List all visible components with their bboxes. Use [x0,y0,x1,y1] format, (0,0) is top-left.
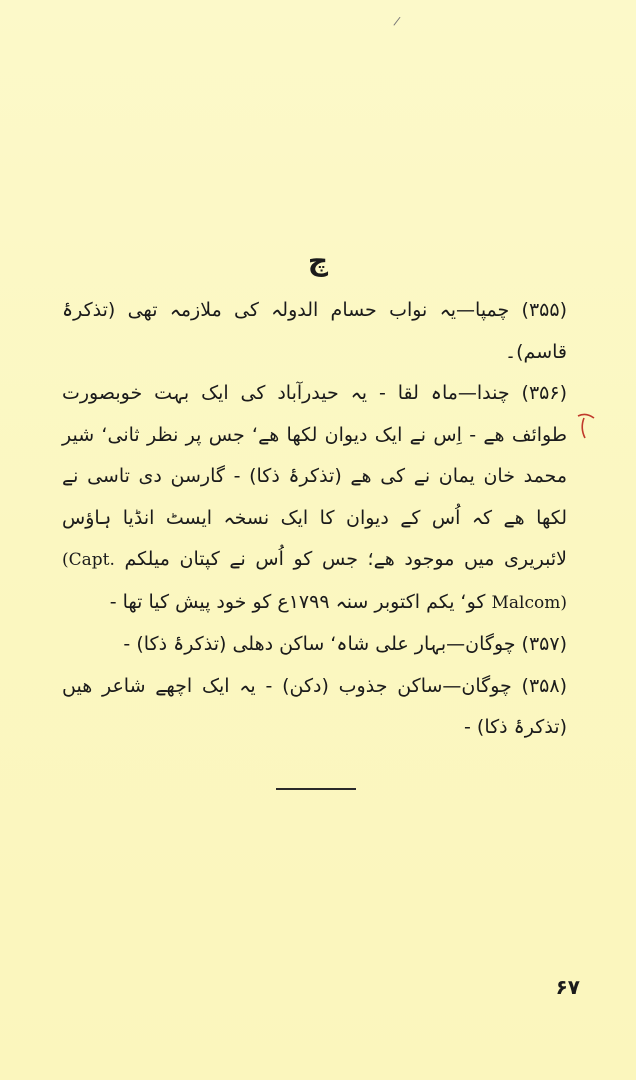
entry-355: (۳۵۵) چمپا—یہ نواب حسام الدولہ کی ملازمہ تھی (تذکرۂ قاسم)۔ [62,299,567,363]
entry-356-latin: (Capt. Malcom) [62,550,567,613]
entry-356 [62,373,567,624]
entry-356-text-after: کو‘ یکم اکتوبر سنہ ۱۷۹۹ع کو خود پیش کیا تھا - [109,590,486,613]
entry-358: (۳۵۸) چوگان—ساکن جذوب (دکن) - یہ ایک اچھے شاعر ھیں (تذکرۂ ذکا) - [62,674,567,738]
entry-357: (۳۵۷) چوگان—بہار علی شاہ‘ ساکن دھلی (تذکرۂ ذکا) - [123,633,567,655]
text-body [62,290,567,749]
stray-mark: / [392,13,402,29]
margin-tick-mark [576,410,596,440]
page-number: ۶۷ [555,975,580,999]
entry-356-text: (۳۵۶) چندا—ماہ لقا - یہ حیدرآباد کی ایک بہت خوبصورت طوائف ھے - اِس نے ایک دیوان لکھا ھے‘ جس پر نظر ثانی‘ شیر محمد خان یمان نے کی ھے (تذکرۂ ذکا) - گارسن دی تاسی نے لکھا ھے کہ اُس کے دیوان کا ایک نسخہ ایسٹ انڈیا ہاؤس لائبریری میں موجود ھے؛ جس کو اُس نے کپتان میلکم [62,382,567,570]
section-heading: چ [307,244,329,277]
section-divider [276,788,356,790]
